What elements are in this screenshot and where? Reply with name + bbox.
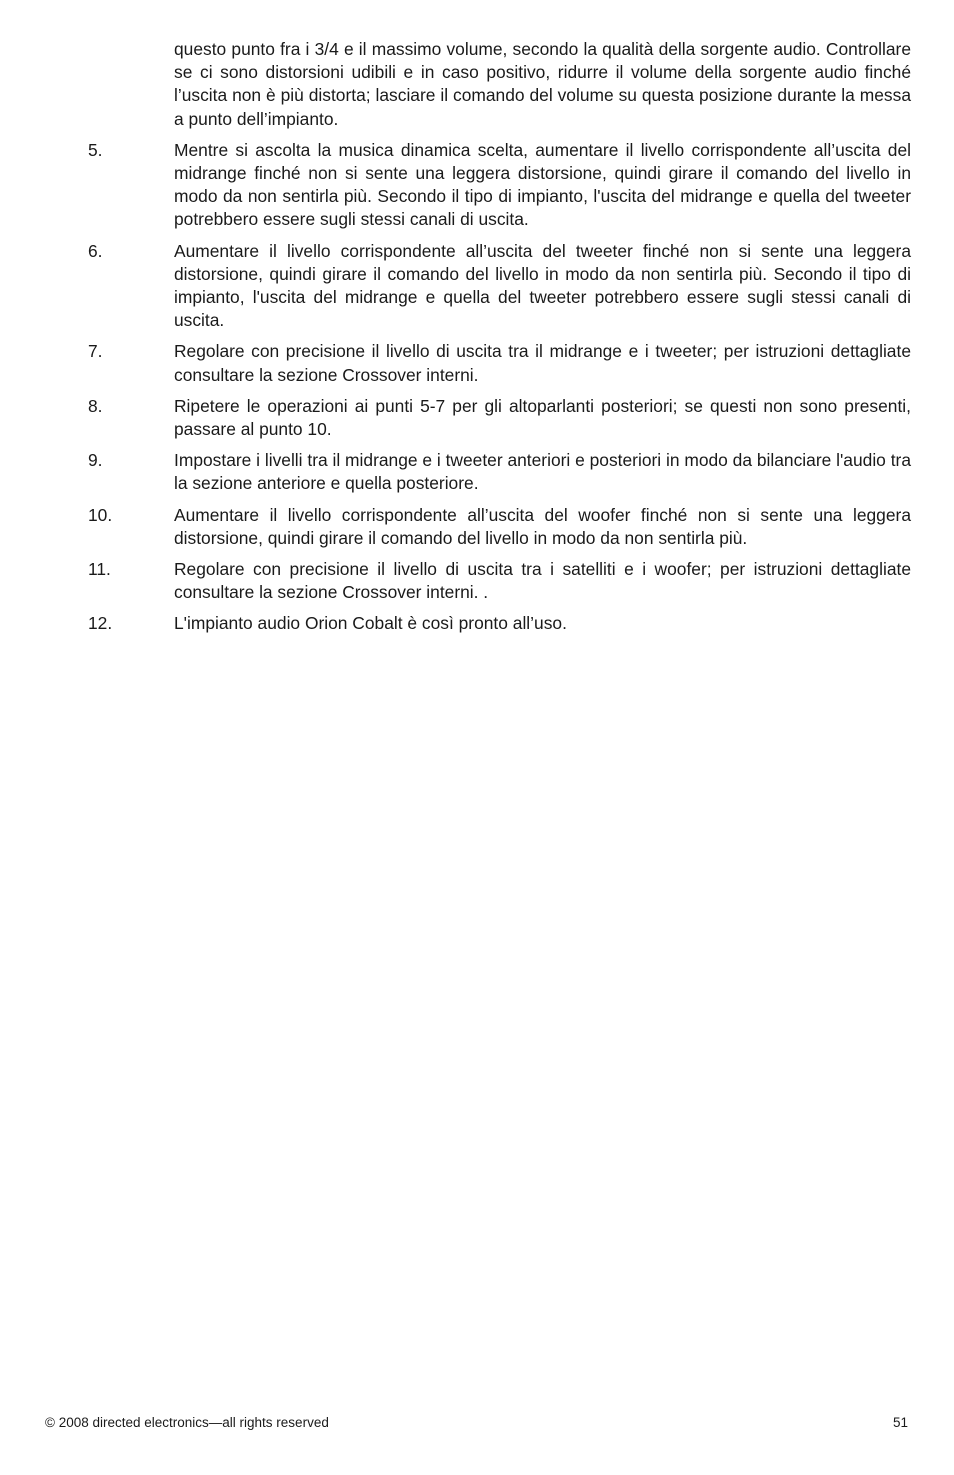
list-item bbox=[88, 395, 911, 441]
list-item bbox=[88, 340, 911, 386]
list-item bbox=[88, 449, 911, 495]
item-text: Ripetere le operazioni ai punti 5-7 per gli altoparlanti posteriori; se questi non sono presenti, passare al punto 10. bbox=[174, 395, 911, 440]
body-text bbox=[88, 38, 911, 644]
item-number: 6. bbox=[88, 240, 103, 261]
list-item bbox=[88, 612, 911, 635]
item-number: 7. bbox=[88, 341, 103, 362]
item-number: 12. bbox=[88, 613, 113, 634]
item-text: Aumentare il livello corrispondente all’uscita del tweeter finché non si sente una leggera distorsione, quindi girare il comando del livello in modo da non sentirla più. Secondo il tipo di impianto, l'uscita del midrange e quella del tweeter potrebbero essere sugli stessi canali di uscita. bbox=[174, 240, 911, 331]
item-number: 10. bbox=[88, 504, 113, 525]
list-item bbox=[88, 504, 911, 550]
item-number: 11. bbox=[88, 559, 111, 580]
item-text: Regolare con precisione il livello di uscita tra i satelliti e i woofer; per istruzioni dettagliate consultare la sezione Crossover interni. . bbox=[174, 559, 911, 603]
item-text: Impostare i livelli tra il midrange e i tweeter anteriori e posteriori in modo da bilanciare l'audio tra la sezione anteriore e quella posteriore. bbox=[174, 450, 911, 494]
footer-copyright: © 2008 directed electronics—all rights reserved bbox=[45, 1415, 329, 1430]
item-number: 9. bbox=[88, 450, 103, 471]
item-number: 8. bbox=[88, 395, 103, 416]
list-item bbox=[88, 558, 911, 604]
list-item bbox=[88, 240, 911, 333]
item-number: 5. bbox=[88, 139, 103, 160]
item-text: L'impianto audio Orion Cobalt è così pronto all’uso. bbox=[174, 613, 567, 634]
list-item bbox=[88, 139, 911, 232]
item-text: Mentre si ascolta la musica dinamica scelta, aumentare il livello corrispondente all’uscita del midrange finché non si sente una leggera distorsione, quindi girare il comando del livello in modo da non sentirla più. Secondo il tipo di impianto, l'uscita del midrange e quella del tweeter potrebbero essere sugli stessi canali di uscita. bbox=[174, 139, 911, 230]
page-number: 51 bbox=[892, 1415, 908, 1430]
intro-paragraph: questo punto fra i 3/4 e il massimo volume, secondo la qualità della sorgente audio. Controllare se ci sono distorsioni udibili e in caso positivo, ridurre il volume della sorgente audio finché l’uscita non è più distorta; lasciare il comando del volume su questa posizione durante la messa a punto dell’impianto. bbox=[174, 39, 911, 129]
item-text: Aumentare il livello corrispondente all’uscita del woofer finché non si sente una leggera distorsione, quindi girare il comando del livello in modo da non sentirla più. bbox=[174, 504, 911, 548]
item-text: Regolare con precisione il livello di uscita tra il midrange e i tweeter; per istruzioni dettagliate consultare la sezione Crossover interni. bbox=[174, 341, 911, 385]
